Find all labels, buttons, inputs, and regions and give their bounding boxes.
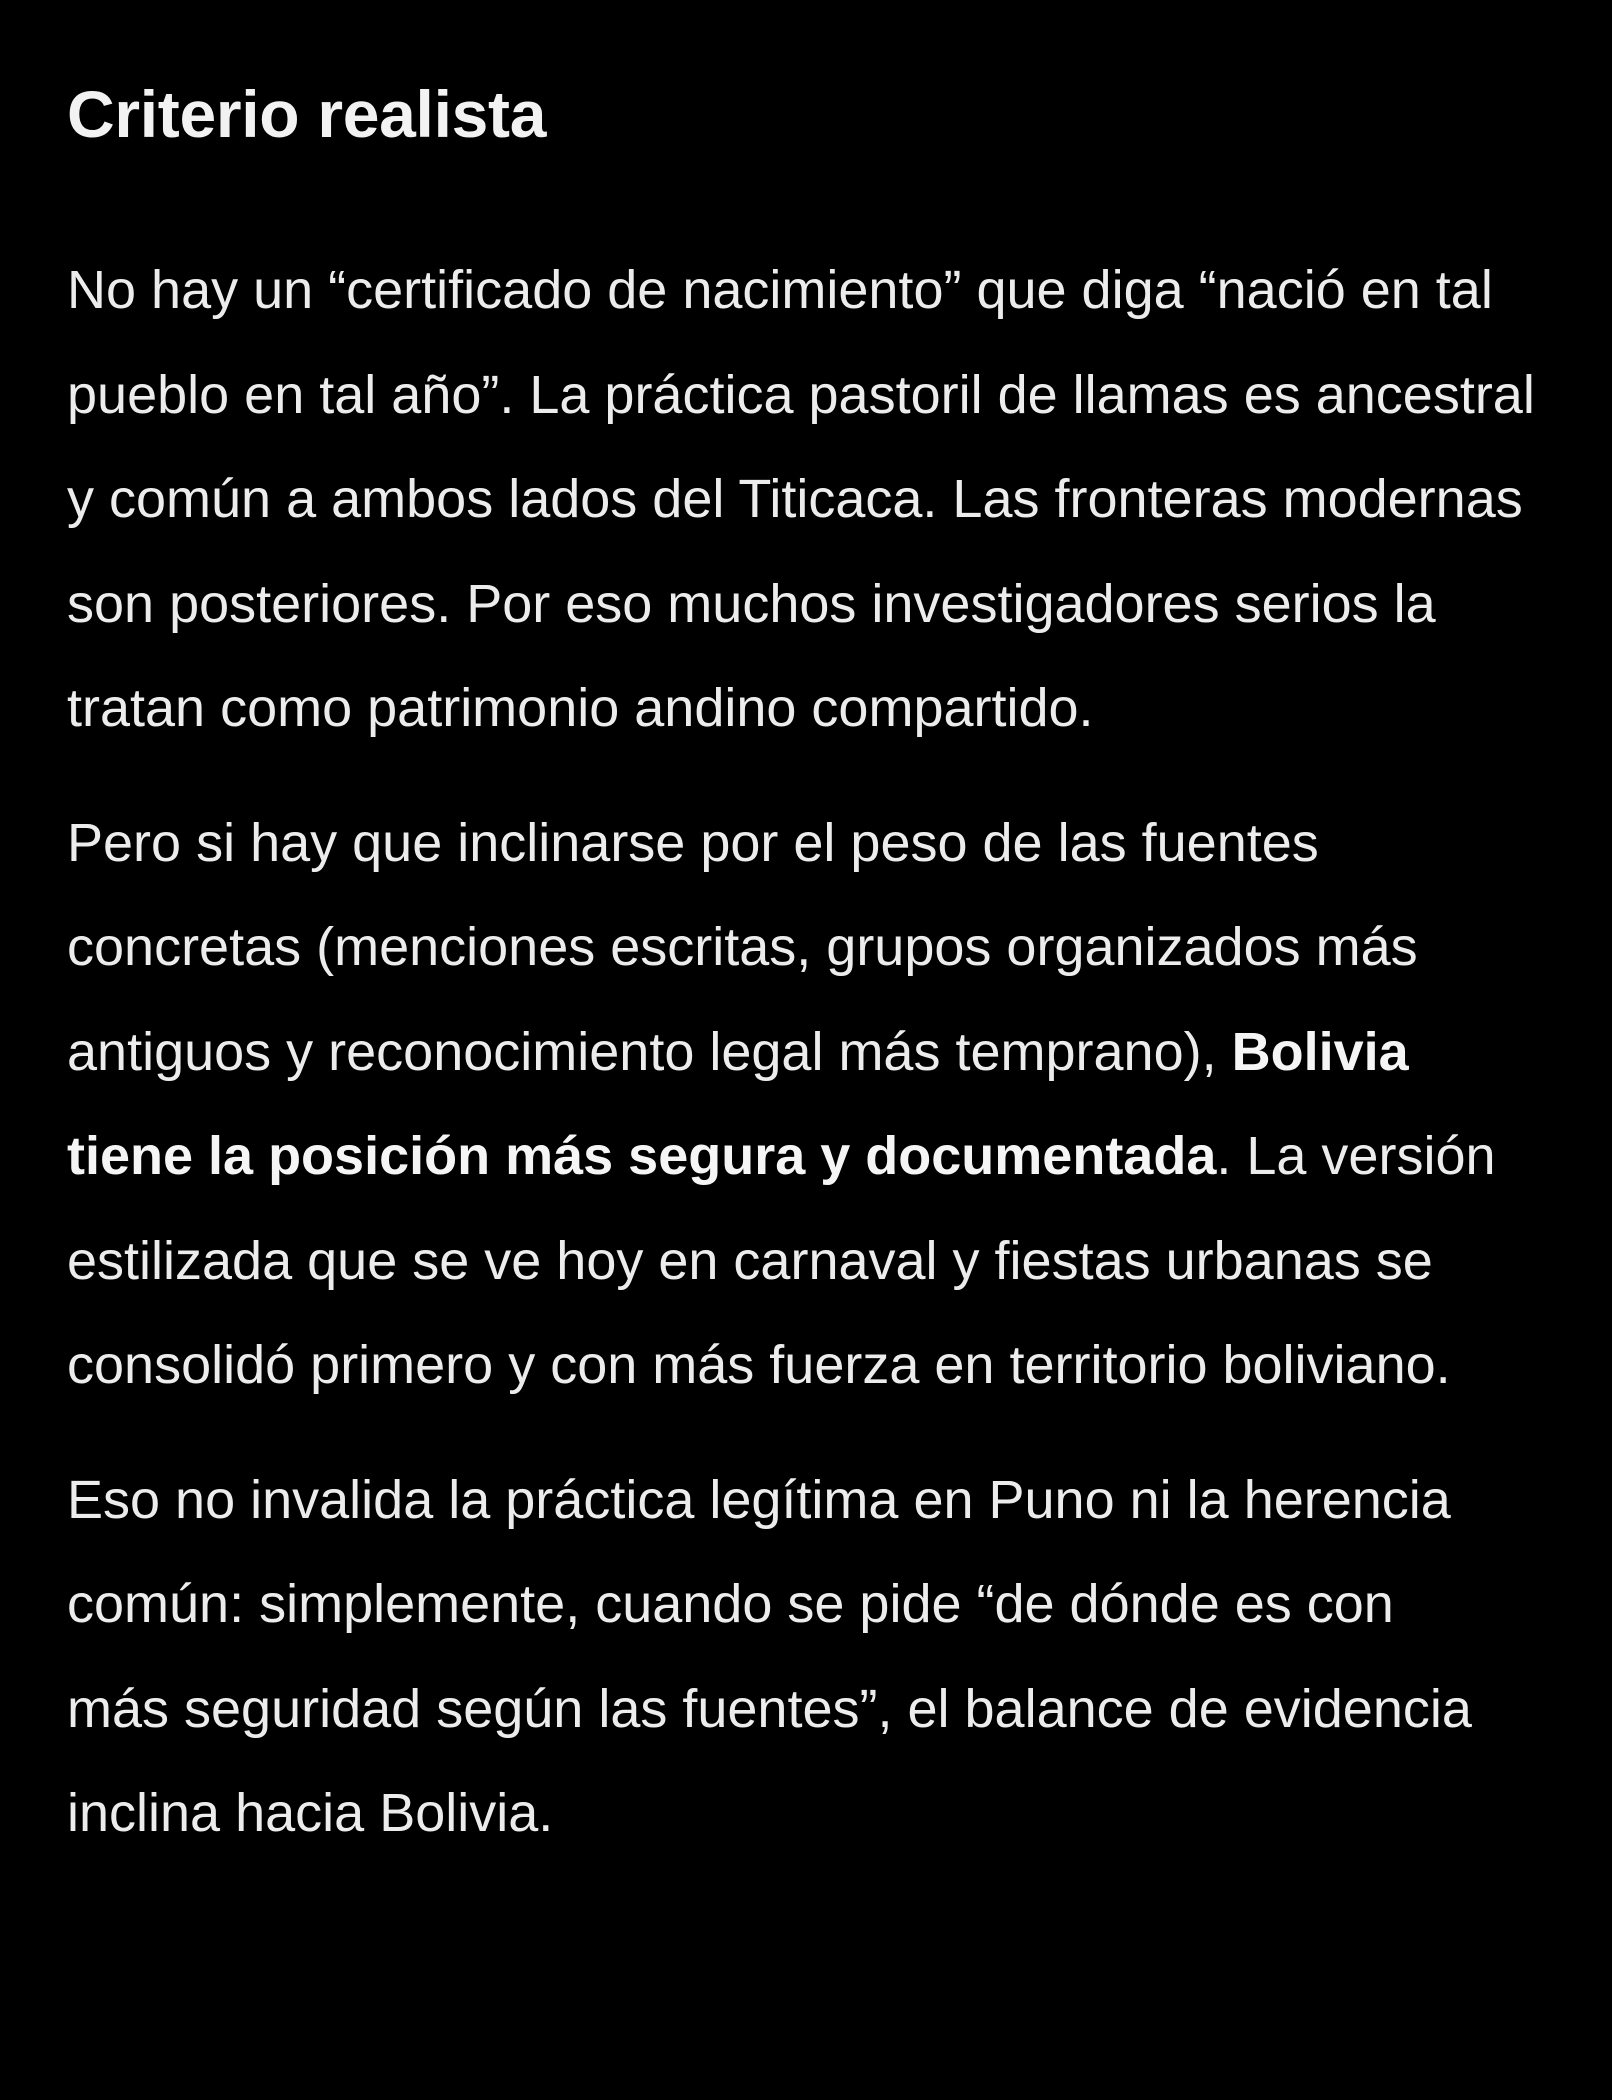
paragraph-3: Eso no invalida la práctica legítima en Puno ni la herencia común: simplemente, cuando se pide “de dónde es con más seguridad según las fuentes”, el balance de evidencia inclina hacia Bolivia. bbox=[67, 1469, 1472, 1843]
paragraph-2-lead: Pero si hay que inclinarse por el peso de las fuentes concretas (menciones escritas, grupos organizados más antiguos y reconocimiento legal más temprano), bbox=[67, 812, 1418, 1082]
article-content bbox=[67, 68, 1567, 1866]
section-heading: Criterio realista bbox=[67, 77, 547, 151]
paragraph-1: No hay un “certificado de nacimiento” que diga “nació en tal pueblo en tal año”. La práctica pastoril de llamas es ancestral y común a ambos lados del Titicaca. Las fronteras modernas son posteriores. Por eso muchos investigadores serios la tratan como patrimonio andino compartido. bbox=[67, 260, 1535, 738]
paragraph-2-tail: . La versión estilizada que se ve hoy en carnaval y fiestas urbanas se consolidó primero y con más fuerza en territorio boliviano. bbox=[67, 1126, 1496, 1395]
paragraph-2 bbox=[67, 791, 1547, 1418]
paragraph-2-emphasis: Bolivia tiene la posición más segura y documentada bbox=[67, 1021, 1409, 1186]
